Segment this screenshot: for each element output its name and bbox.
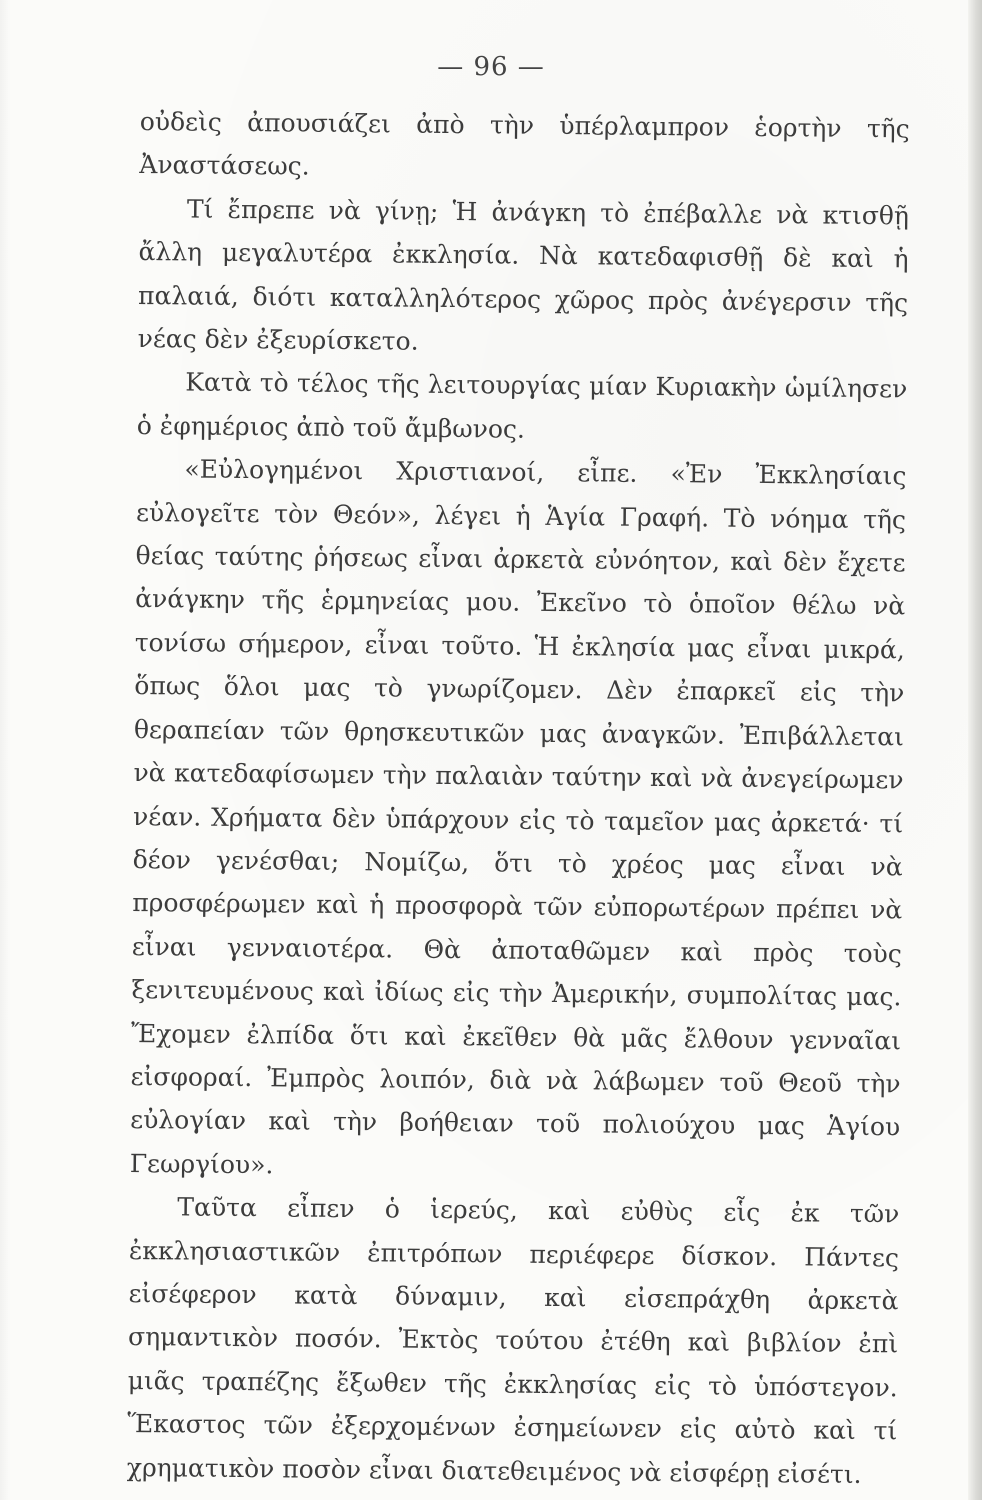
paragraph-1: οὐδεὶς ἀπουσιάζει ἀπὸ τὴν ὑπέρλαμπρον ἑορτὴν τῆς Ἀναστάσεως.	[139, 106, 910, 182]
paragraph-4: «Εὐλογημένοι Χριστιανοί, εἶπε. «Ἐν Ἐκκλησίαις εὐλογεῖτε τὸν Θεόν», λέγει ἡ Ἁγία Γραφή. Τὸ νόημα τῆς θείας ταύτης ῥήσεως εἶναι ἀρκετὰ εὐνόητον, καὶ δὲν ἔχετε ἀνάγκην τῆς ἑρμηνείας μου. Ἐκεῖνο τὸ ὁποῖον θέλω νὰ τονίσω σήμερον, εἶναι τοῦτο. Ἡ ἐκλησία μας εἶναι μικρά, ὅπως ὅλοι μας τὸ γνωρίζομεν. Δὲν ἐπαρκεῖ εἰς τὴν θεραπείαν τῶν θρησκευτικῶν μας ἀναγκῶν. Ἐπιβάλλεται νὰ κατεδαφίσωμεν τὴν παλαιὰν ταύτην καὶ νὰ ἀνεγείρωμεν νέαν. Χρήματα δὲν ὑπάρχουν εἰς τὸ ταμεῖον μας ἀρκετά· τί δέον γενέσθαι; Νομίζω, ὅτι τὸ χρέος μας εἶναι νὰ προσφέρωμεν καὶ ἡ προσφορὰ τῶν εὐπορωτέρων πρέπει νὰ εἶναι γενναιοτέρα. Θὰ ἀποταθῶμεν καὶ πρὸς τοὺς ξενιτευμένους καὶ ἰδίως εἰς τὴν Ἀμερικήν, συμπολίτας μας. Ἔχομεν ἐλπίδα ὅτι καὶ ἐκεῖθεν θὰ μᾶς ἔλθουν γενναῖαι εἰσφοραί. Ἐμπρὸς λοιπόν, διὰ νὰ λάβωμεν τοῦ Θεοῦ τὴν εὐλογίαν καὶ τὴν βοήθειαν τοῦ πολιούχου μας Ἁγίου Γεωργίου».	[129, 454, 907, 1180]
body-text	[127, 100, 910, 1496]
page-gutter-shadow	[0, 0, 10, 1500]
paragraph-5: Ταῦτα εἶπεν ὁ ἱερεύς, καὶ εὐθὺς εἷς ἐκ τῶν ἐκκλησιαστικῶν ἐπιτρόπων περιέφερε δίσκον. Πάντες εἰσέφερον κατὰ δύναμιν, καὶ εἰσεπράχθη ἀρκετὰ σημαντικὸν ποσόν. Ἐκτὸς τούτου ἐτέθη καὶ βιβλίον ἐπὶ μιᾶς τραπέζης ἔξωθεν τῆς ἐκκλησίας εἰς τὸ ὑπόστεγον. Ἕκαστος τῶν ἐξερχομένων ἐσημείωνεν εἰς αὐτὸ καὶ τί χρηματικὸν ποσὸν εἶναι διατεθειμένος νὰ εἰσφέρῃ εἰσέτι.	[126, 1192, 900, 1489]
page-number: — 96 —	[437, 52, 545, 82]
paragraph-3: Κατὰ τὸ τέλος τῆς λειτουργίας μίαν Κυριακὴν ὡμίλησεν ὁ ἐφημέριος ἀπὸ τοῦ ἄμβωνος.	[136, 367, 908, 444]
page-edge	[968, 0, 982, 1500]
paragraph-2: Τί ἔπρεπε νὰ γίνῃ; Ἡ ἀνάγκη τὸ ἐπέβαλλε νὰ κτισθῇ ἄλλη μεγαλυτέρα ἐκκλησία. Νὰ κατεδαφισθῇ δὲ καὶ ἡ παλαιά, διότι καταλληλότερος χῶρος πρὸς ἀνέγερσιν τῆς νέας δὲν ἐξευρίσκετο.	[137, 194, 910, 356]
